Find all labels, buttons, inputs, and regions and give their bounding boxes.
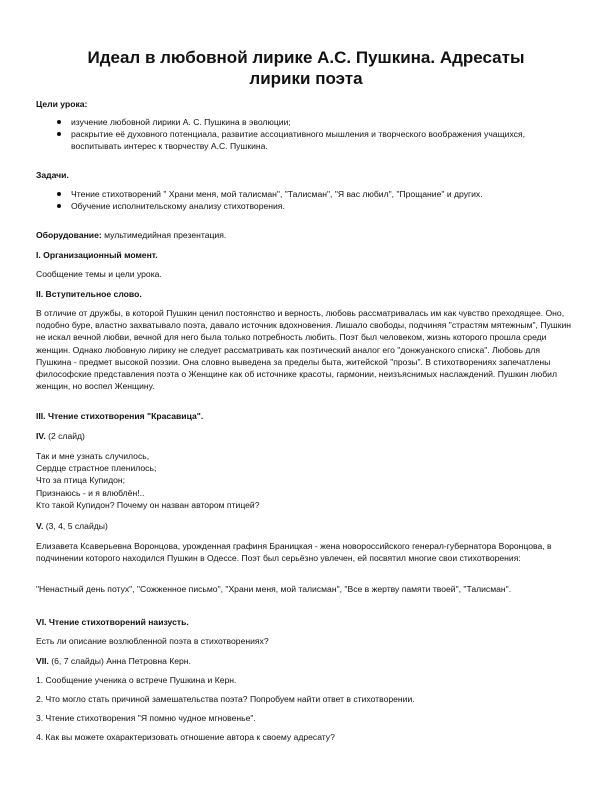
goals-heading: Цели урока: (36, 99, 88, 109)
section-7-item: 3. Чтение стихотворения "Я помню чудное мгновенье". (36, 713, 256, 723)
section-5-text: Елизавета Ксаверьевна Воронцова, урожденная графиня Браницкая - жена новороссийского генерал-губернатора Воронцова, в подчинении которого находился Пушкин в Одессе. Поэт был серьёзно увлечен, ей посвятил многие свои стихотворения: (36, 541, 552, 564)
section-4-note: (2 слайд) (45, 431, 85, 441)
section-7-note: (6, 7 слайды) Анна Петровна Керн. (48, 656, 191, 666)
poem-line: Так и мне узнать случилось, (36, 451, 150, 461)
section-7-item: 1. Сообщение ученика о встрече Пушкина и Керн. (36, 675, 237, 685)
goals-section (36, 98, 576, 110)
tasks-item: Обучение исполнительскому анализу стихотворения. (36, 200, 576, 212)
section-5-poems: "Ненастный день потух", "Сожженное письмо", "Храни меня, мой талисман", "Все в жертву памяти твоей", "Талисман". (36, 584, 512, 594)
section-5-note: (3, 4, 5 слайды) (43, 521, 108, 531)
section-2-heading: II. Вступительное слово. (36, 289, 142, 299)
poem-question: Кто такой Купидон? Почему он назван автором птицей? (36, 499, 260, 510)
section-2-text: В отличие от дружбы, в которой Пушкин ценил постоянство и верность, любовь рассматривалась им как чувство преходящее. Оно, подобно буре, властно захватывало поэта, давало источник вдохновения. Лишало свободы, подчиняя "страстям мятежным", Пушкин не искал вечной любви, вечной для него была только потребность любить. Поэт был человеком, жизнь которого прошла среди женщин. Однако любовную лирику не следует рассматривать как поэтический аналог его "донжуанского списка". Любовь для Пушкина - предмет высокой поэзии. Она словно выведена за пределы быта, житейской "прозы". В стихотворениях запечатлены философские представления поэта о Женщине как об источнике красоты, гармонии, неизъяснимых наслаждений. Пушкин любил женщин, но воспел Женщину. (36, 308, 571, 392)
section-6-heading: VI. Чтение стихотворений наизусть. (36, 617, 189, 627)
section-1-heading: I. Организационный момент. (36, 250, 158, 260)
section-7-label: VII. (36, 656, 49, 666)
section-5-label: V. (36, 521, 44, 531)
section-3-heading: III. Чтение стихотворения "Красавица". (36, 411, 204, 421)
page-title: Идеал в любовной лирике А.С. Пушкина. Адресаты лирики поэта (87, 48, 525, 88)
equipment-label: Оборудование: (36, 230, 102, 240)
section-4-label: IV. (36, 431, 46, 441)
section-6-text: Есть ли описание возлюбленной поэта в стихотворениях? (36, 636, 269, 646)
poem-line: Сердце страстное пленилось; (36, 463, 157, 474)
tasks-heading: Задачи. (36, 170, 69, 180)
section-4-heading (36, 430, 576, 442)
poem-line: Что за птица Купидон; (36, 475, 126, 486)
goals-list (36, 116, 576, 153)
equipment-line (36, 229, 576, 241)
poem-line: Признаюсь - и я влюблён!.. (36, 487, 145, 498)
section-7-item: 2. Что могло стать причиной замешательства поэта? Попробуем найти ответ в стихотворении. (36, 694, 415, 704)
tasks-item: Чтение стихотворений " Храни меня, мой талисман", "Талисман", "Я вас любил", "Прощание" и других. (36, 188, 576, 200)
equipment-text: мультимедийная презентация. (101, 230, 227, 240)
section-5-heading (36, 520, 576, 532)
section-7-item: 4. Как вы можете охарактеризовать отношение автора к своему адресату? (36, 732, 335, 742)
goals-item: раскрытие её духовного потенциала, развитие ассоциативного мышления и творческого воображения учащихся, воспитывать интерес к творчеству А.С. Пушкина. (36, 128, 576, 152)
section-1-text: Сообщение темы и цели урока. (36, 269, 162, 279)
poem-excerpt (36, 450, 576, 511)
section-7-heading (36, 655, 576, 667)
goals-item: изучение любовной лирики А. С. Пушкина в эволюции; (36, 116, 576, 128)
tasks-list (36, 188, 576, 212)
